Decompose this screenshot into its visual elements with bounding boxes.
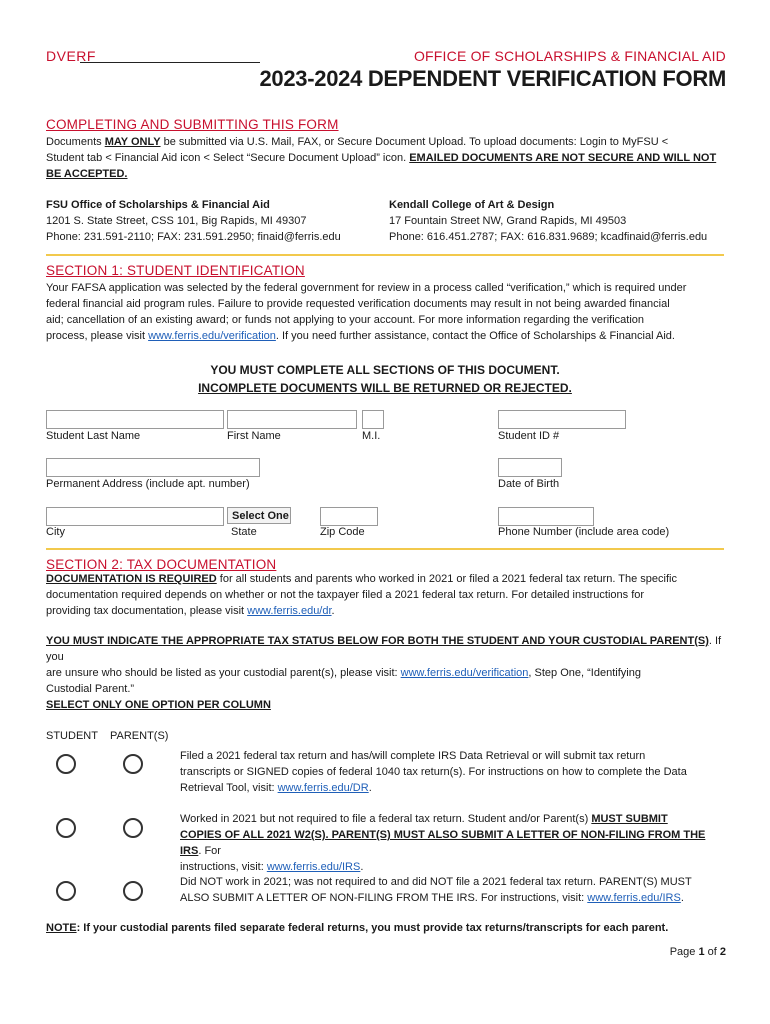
section1-heading: SECTION 1: STUDENT IDENTIFICATION (46, 263, 305, 278)
divider-2 (46, 548, 724, 550)
phone-label: Phone Number (include area code) (498, 526, 670, 538)
custodial-verification-link[interactable]: www.ferris.edu/verification (400, 667, 529, 679)
incomplete-warning: INCOMPLETE DOCUMENTS WILL BE RETURNED OR REJECTED. (198, 381, 572, 395)
mi-label: M.I. (362, 430, 381, 442)
parent-option-2-radio[interactable] (123, 818, 143, 838)
option-3-text: Did NOT work in 2021; was not required to and did NOT file a 2021 federal tax return. PARENT(S) MUST ALSO SUBMIT A LETTER OF NON-FILING FROM THE IRS. For instructions, visit: www.ferris.edu/IRS. (180, 876, 692, 904)
first-name-input[interactable] (227, 410, 357, 429)
form-code-line (80, 62, 260, 63)
zip-label: Zip Code (320, 526, 365, 538)
form-title: 2023-2024 DEPENDENT VERIFICATION FORM (259, 66, 726, 91)
student-option-3-radio[interactable] (56, 881, 76, 901)
student-option-2-radio[interactable] (56, 818, 76, 838)
dob-input[interactable] (498, 458, 562, 477)
student-option-1-radio[interactable] (56, 754, 76, 774)
office-name: OFFICE OF SCHOLARSHIPS & FINANCIAL AID (413, 48, 726, 64)
address-label: Permanent Address (include apt. number) (46, 478, 250, 490)
select-one-instruction: SELECT ONLY ONE OPTION PER COLUMN (46, 699, 271, 711)
zip-input[interactable] (320, 507, 378, 526)
parent-option-1-radio[interactable] (123, 754, 143, 774)
parents-column-label: PARENT(S) (110, 730, 169, 742)
student-id-input[interactable] (498, 410, 626, 429)
note: NOTE: If your custodial parents filed separate federal returns, you must provide tax returns/transcripts for each parent. (46, 922, 669, 934)
section2-text: DOCUMENTATION IS REQUIRED for all students and parents who worked in 2021 or filed a 2021 federal tax return. The specific documentation required depends on whether or not the taxpayer filed a 2021 federal tax return. For detailed instructions for providing tax documentation, please visit www.ferris.edu/dr. (46, 573, 677, 617)
fsu-office-address: FSU Office of Scholarships & Financial Aid 1201 S. State Street, CSS 101, Big Rapids, MI 49307 Phone: 231.591-2110; FAX: 231.591.2950; finaid@ferris.edu (46, 199, 341, 243)
verification-link[interactable]: www.ferris.edu/verification (148, 330, 276, 342)
student-column-label: STUDENT (46, 730, 98, 742)
irs-link-2[interactable]: www.ferris.edu/IRS (587, 892, 681, 904)
phone-input[interactable] (498, 507, 594, 526)
section1-text: Your FAFSA application was selected by the federal government for review in a process called “verification,” which is required under federal financial aid program rules. Failure to provide requested verification documents may result in not being awarded financial aid; cancellation of an existing award; or funds not applying to your account. For more information regarding the verification process, please visit www.ferris.edu/verification. If you need further assistance, contact the Office of Scholarships & Financial Aid. (46, 282, 687, 342)
state-label: State (231, 526, 257, 538)
completing-text: Documents MAY ONLY be submitted via U.S. Mail, FAX, or Secure Document Upload. To upload documents: Login to MyFSU < Student tab < Financial Aid icon < Select “Secure Document Upload” icon. EMAILED DOCUMENTS ARE NOT SECURE AND WILL NOT BE ACCEPTED. (46, 136, 717, 180)
student-id-label: Student ID # (498, 430, 560, 442)
address-input[interactable] (46, 458, 260, 477)
last-name-input[interactable] (46, 410, 224, 429)
dob-label: Date of Birth (498, 478, 560, 490)
tax-status-instructions: YOU MUST INDICATE THE APPROPRIATE TAX STATUS BELOW FOR BOTH THE STUDENT AND YOUR CUSTODIAL PARENT(S). If you are unsure who should be listed as your custodial parent(s), please visit: www.ferris.edu/verification, Step One, “Identifying Custodial Parent.” (46, 635, 722, 695)
kendall-office-address: Kendall College of Art & Design 17 Fountain Street NW, Grand Rapids, MI 49503 Phone: 616.451.2787; FAX: 616.831.9689; kcadfinaid@ferris.edu (389, 199, 708, 243)
first-name-label: First Name (227, 430, 281, 442)
dr-tool-link[interactable]: www.ferris.edu/DR (277, 782, 369, 794)
page-number: Page 1 of 2 (669, 946, 726, 958)
city-input[interactable] (46, 507, 224, 526)
irs-link-1[interactable]: www.ferris.edu/IRS (266, 861, 361, 873)
divider-1 (46, 254, 724, 256)
city-label: City (46, 526, 65, 538)
completing-heading: COMPLETING AND SUBMITTING THIS FORM (46, 117, 339, 132)
mi-input[interactable] (362, 410, 384, 429)
state-select[interactable]: Select One (227, 507, 291, 524)
dr-link[interactable]: www.ferris.edu/dr (247, 605, 332, 617)
option-1-text: Filed a 2021 federal tax return and has/will complete IRS Data Retrieval or will submit tax return transcripts or SIGNED copies of federal 1040 tax return(s). For instructions on how to complete the Data Retrieval Tool, visit: www.ferris.edu/DR. (180, 750, 687, 794)
form-code: DVERF (46, 48, 96, 64)
parent-option-3-radio[interactable] (123, 881, 143, 901)
option-2-text: Worked in 2021 but not required to file a federal tax return. Student and/or Parent(s) MUST SUBMIT COPIES OF ALL 2021 W2(S). PARENT(S) MUST ALSO SUBMIT A LETTER OF NON-FILING FROM THE IRS. For instructions, visit: www.ferris.edu/IRS. (180, 813, 706, 873)
last-name-label: Student Last Name (46, 430, 141, 442)
must-complete: YOU MUST COMPLETE ALL SECTIONS OF THIS DOCUMENT. (210, 363, 560, 377)
section2-heading: SECTION 2: TAX DOCUMENTATION (46, 557, 277, 572)
